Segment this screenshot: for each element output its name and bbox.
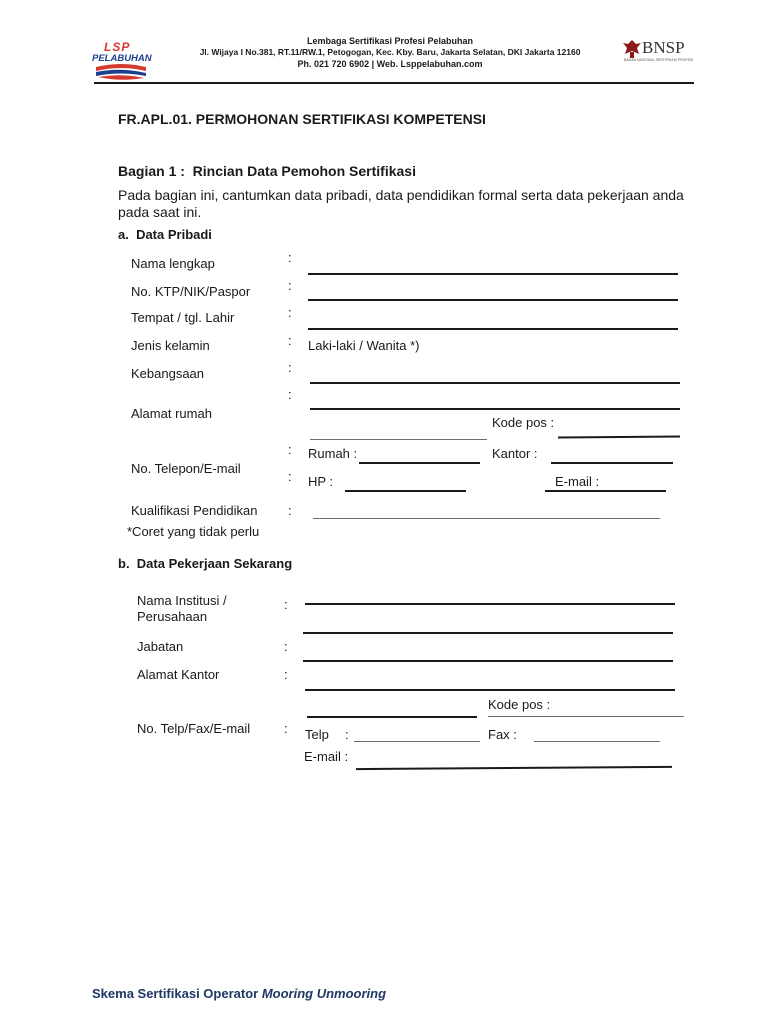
- label-telepon: No. Telepon/E-mail: [131, 461, 241, 476]
- note-coret: *Coret yang tidak perlu: [127, 524, 260, 539]
- kode-pos-label-work: Kode pos :: [488, 697, 551, 712]
- email-field-work[interactable]: [356, 766, 672, 770]
- colon: :: [288, 469, 292, 484]
- label-telp-fax-email: No. Telp/Fax/E-mail: [137, 721, 251, 736]
- kode-pos-field-work[interactable]: [488, 716, 684, 717]
- kualifikasi-field[interactable]: [313, 518, 660, 519]
- colon: :: [288, 278, 292, 293]
- label-alamat-rumah: Alamat rumah: [131, 406, 212, 421]
- header-divider: [94, 82, 694, 84]
- ktp-field[interactable]: [308, 299, 678, 301]
- footer-text-normal: Skema Sertifikasi Operator: [92, 986, 262, 1001]
- nama-lengkap-field[interactable]: [308, 273, 678, 275]
- label-jabatan: Jabatan: [137, 639, 184, 654]
- colon: :: [284, 721, 288, 736]
- lsp-logo: [92, 40, 150, 80]
- footer-text: [92, 986, 386, 1001]
- hp-label: HP :: [308, 474, 334, 489]
- kantor-label: Kantor :: [492, 446, 538, 461]
- colon: :: [288, 305, 292, 320]
- email-label-work: E-mail :: [304, 749, 349, 764]
- fax-field[interactable]: [534, 741, 660, 742]
- label-jenis-kelamin: Jenis kelamin: [131, 338, 210, 353]
- telp-field[interactable]: [354, 741, 480, 742]
- alamat-rumah-line-2[interactable]: [310, 439, 487, 440]
- rumah-field[interactable]: [359, 462, 480, 464]
- document-title: FR.APL.01. PERMOHONAN SERTIFIKASI KOMPETENSI: [118, 111, 486, 127]
- org-name: Lembaga Sertifikasi Profesi Pelabuhan: [306, 36, 474, 46]
- alamat-kantor-field[interactable]: [305, 689, 675, 691]
- label-institusi-line2: Perusahaan: [137, 609, 208, 624]
- wave-icon: [94, 63, 148, 81]
- colon: :: [284, 639, 288, 654]
- colon: :: [288, 333, 292, 348]
- colon: :: [288, 387, 292, 402]
- garuda-icon: [622, 38, 642, 60]
- label-institusi: [137, 593, 227, 625]
- colon: :: [288, 442, 292, 457]
- lsp-logo-text-top: LSP: [104, 40, 131, 54]
- footer-text-italic: Mooring Unmooring: [261, 986, 387, 1001]
- alamat-kantor-line-2[interactable]: [307, 716, 477, 718]
- ttl-field[interactable]: [308, 328, 678, 330]
- hp-field[interactable]: [345, 490, 466, 492]
- colon: :: [288, 360, 292, 375]
- colon: :: [288, 503, 292, 518]
- colon: :: [288, 250, 292, 265]
- telp-label: Telp: [305, 727, 329, 742]
- email-label: E-mail :: [555, 474, 600, 489]
- colon: :: [284, 667, 288, 682]
- org-contact: Ph. 021 720 6902 | Web. Lsppelabuhan.com: [297, 59, 483, 69]
- kode-pos-label: Kode pos :: [492, 415, 555, 430]
- bnsp-sublabel: BADAN NASIONAL SERTIFIKASI PROFESI: [624, 58, 694, 62]
- label-institusi-line1: Nama Institusi /: [137, 593, 227, 608]
- jenis-kelamin-value[interactable]: Laki-laki / Wanita *): [308, 338, 420, 353]
- fax-label: Fax :: [488, 727, 517, 742]
- alamat-rumah-field[interactable]: [310, 408, 680, 410]
- telp-colon: :: [345, 727, 349, 742]
- label-nama-lengkap: Nama lengkap: [131, 256, 215, 271]
- lsp-logo-text-bottom: PELABUHAN: [92, 53, 152, 64]
- email-field[interactable]: [545, 490, 666, 492]
- institusi-field[interactable]: [305, 603, 675, 605]
- section-heading: Bagian 1 : Rincian Data Pemohon Sertifikasi: [118, 163, 416, 179]
- bnsp-label: BNSP: [642, 38, 685, 57]
- bnsp-logo: [622, 38, 694, 68]
- kantor-field[interactable]: [551, 462, 673, 464]
- label-kualifikasi: Kualifikasi Pendidikan: [131, 503, 258, 518]
- label-alamat-kantor: Alamat Kantor: [137, 667, 220, 682]
- personal-data-heading: a. Data Pribadi: [118, 227, 212, 242]
- label-ktp: No. KTP/NIK/Paspor: [131, 284, 251, 299]
- work-data-heading: b. Data Pekerjaan Sekarang: [118, 556, 293, 571]
- institusi-line-2[interactable]: [303, 632, 673, 634]
- rumah-label: Rumah :: [308, 446, 358, 461]
- org-address: Jl. Wijaya I No.381, RT.11/RW.1, Petogogan, Kec. Kby. Baru, Jakarta Selatan, DKI Jakarta 12160: [199, 47, 581, 57]
- label-kebangsaan: Kebangsaan: [131, 366, 205, 381]
- colon: :: [284, 597, 288, 612]
- jabatan-field[interactable]: [303, 660, 673, 662]
- section-intro: Pada bagian ini, cantumkan data pribadi, data pendidikan formal serta data pekerjaan anda pada saat ini.: [118, 187, 684, 220]
- kode-pos-field[interactable]: [558, 435, 680, 438]
- label-ttl: Tempat / tgl. Lahir: [131, 310, 235, 325]
- kebangsaan-field[interactable]: [310, 382, 680, 384]
